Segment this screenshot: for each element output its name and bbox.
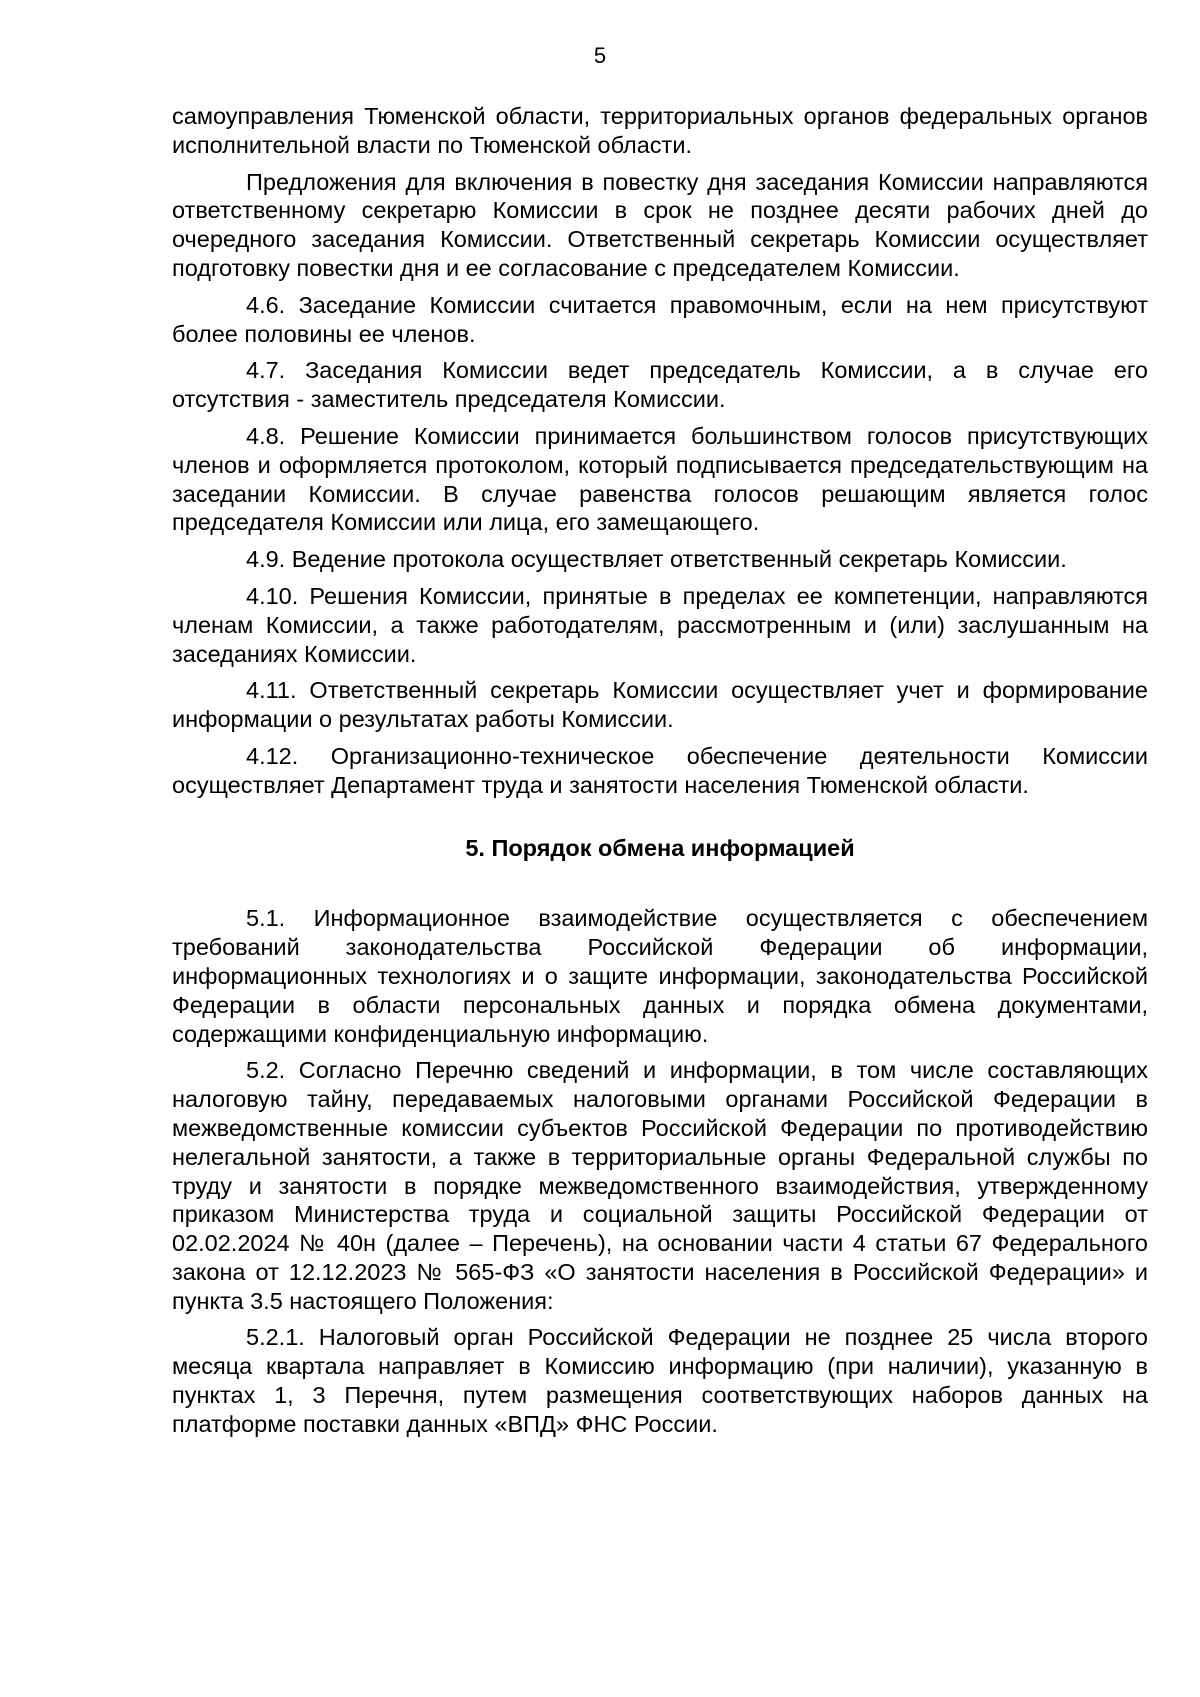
paragraph-4-11: 4.11. Ответственный секретарь Комиссии осуществляет учет и формирование информации о результатах работы Комиссии. bbox=[172, 677, 1148, 733]
section-heading: 5. Порядок обмена информацией bbox=[465, 834, 855, 861]
document-body bbox=[172, 102, 1148, 1447]
paragraph-4-7: 4.7. Заседания Комиссии ведет председатель Комиссии, а в случае его отсутствия - заместитель председателя Комиссии. bbox=[172, 357, 1148, 413]
paragraph-4-10: 4.10. Решения Комиссии, принятые в пределах ее компетенции, направляются членам Комиссии, а также работодателям, рассмотренным и (или) заслушанным на заседаниях Комиссии. bbox=[172, 582, 1148, 667]
page-number: 5 bbox=[593, 43, 607, 68]
paragraph-5-2-1: 5.2.1. Налоговый орган Российской Федерации не позднее 25 числа второго месяца квартала направляет в Комиссию информацию (при наличии), указанную в пунктах 1, 3 Перечня, путем размещения соответствующих наборов данных на платформе поставки данных «ВПД» ФНС России. bbox=[172, 1324, 1148, 1437]
paragraph-continuation: самоуправления Тюменской области, территориальных органов федеральных органов исполнительной власти по Тюменской области. bbox=[172, 103, 1148, 158]
paragraph-4-9: 4.9. Ведение протокола осуществляет ответственный секретарь Комиссии. bbox=[246, 546, 1067, 573]
paragraph-4-8: 4.8. Решение Комиссии принимается большинством голосов присутствующих членов и оформляется протоколом, который подписывается председательствующим на заседании Комиссии. В случае равенства голосов решающим является голос председателя Комиссии или лица, его замещающего. bbox=[172, 422, 1148, 536]
paragraph-4-12: 4.12. Организационно-техническое обеспечение деятельности Комиссии осуществляет Департамент труда и занятости населения Тюменской области. bbox=[172, 742, 1148, 798]
paragraph-5-1: 5.1. Информационное взаимодействие осуществляется с обеспечением требований законодательства Российской Федерации об информации, информационных технологиях и о защите информации, законодательства Российской Федерации в области персональных данных и порядка обмена документами, содержащими конфиденциальную информацию. bbox=[172, 905, 1148, 1047]
paragraph-5-2: 5.2. Согласно Перечню сведений и информации, в том числе составляющих налоговую тайну, передаваемых налоговыми органами Российской Федерации в межведомственные комиссии субъектов Российской Федерации по противодействию нелегальной занятости, а также в территориальные органы Федеральной службы по труду и занятости в порядке межведомственного взаимодействия, утвержденному приказом Министерства труда и социальной защиты Российской Федерации от 02.02.2024 № 40н (далее – Перечень), на основании части 4 статьи 67 Федерального закона от 12.12.2023 № 565-ФЗ «О занятости населения в Российской Федерации» и пункта 3.5 настоящего Положения: bbox=[172, 1057, 1148, 1314]
paragraph-4-6: 4.6. Заседание Комиссии считается правомочным, если на нем присутствуют более половины ее членов. bbox=[172, 291, 1148, 347]
paragraph-agenda-proposals: Предложения для включения в повестку дня заседания Комиссии направляются ответственному секретарю Комиссии в срок не позднее десяти рабочих дней до очередного заседания Комиссии. Ответственный секретарь Комиссии осуществляет подготовку повестки дня и ее согласование с председателем Комиссии. bbox=[172, 168, 1148, 281]
